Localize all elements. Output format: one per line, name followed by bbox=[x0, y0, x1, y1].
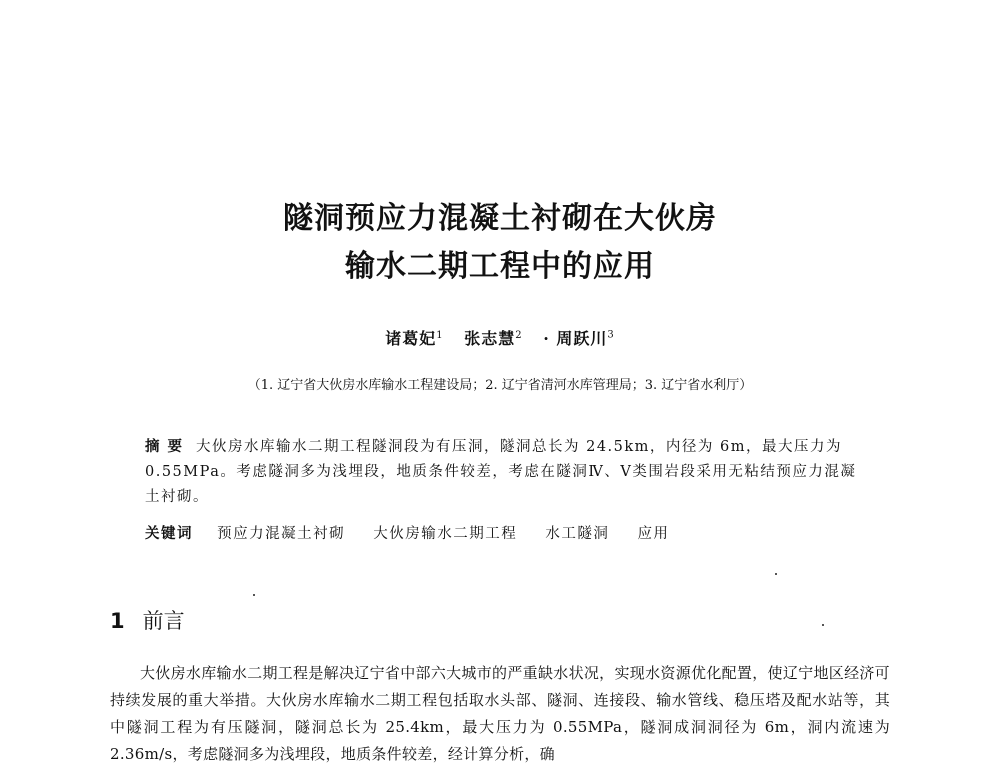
author-affiliation-mark: 1 bbox=[436, 329, 444, 341]
scan-speck bbox=[775, 573, 777, 575]
abstract-label: 摘要 bbox=[145, 439, 190, 455]
author-list bbox=[0, 326, 1000, 349]
keyword: 大伙房输水二期工程 bbox=[373, 526, 518, 542]
keyword: 水工隧洞 bbox=[545, 526, 610, 542]
scan-speck bbox=[822, 624, 824, 626]
scan-speck bbox=[253, 594, 255, 596]
affiliations: （1. 辽宁省大伙房水库输水工程建设局；2. 辽宁省清河水库管理局；3. 辽宁省水利厅） bbox=[247, 378, 753, 393]
author-name: 诸葛妃 bbox=[385, 329, 437, 348]
section-title: 前言 bbox=[142, 609, 185, 633]
paper-title-line-1: 隧洞预应力混凝土衬砌在大伙房 bbox=[283, 201, 717, 236]
author-separator-dot: · bbox=[543, 329, 550, 348]
author-affiliation-mark: 3 bbox=[607, 329, 615, 341]
author-name: 周跃川 bbox=[556, 329, 608, 348]
keyword: 预应力混凝土衬砌 bbox=[217, 526, 346, 542]
section-number: 1 bbox=[110, 609, 125, 633]
keywords bbox=[145, 522, 857, 543]
keywords-label: 关键词 bbox=[145, 526, 193, 542]
section-heading bbox=[110, 605, 185, 635]
author-affiliation-mark: 2 bbox=[515, 329, 523, 341]
keyword: 应用 bbox=[637, 526, 670, 542]
body-paragraph: 大伙房水库输水二期工程是解决辽宁省中部六大城市的严重缺水状况，实现水资源优化配置，使辽宁地区经济可持续发展的重大举措。大伙房水库输水二期工程包括取水头部、隧洞、连接段、输水管线、稳压塔及配水站等，其中隧洞工程为有压隧洞，隧洞总长为 25.4km，最大压力为 0.55MPa，隧洞成洞洞径为 6m，洞内流速为 2.36m/s，考虑隧洞多为浅埋段，地质条件较差，经计算分析，确 bbox=[110, 664, 890, 763]
author-name: 张志慧 bbox=[464, 329, 516, 348]
abstract-text: 大伙房水库输水二期工程隧洞段为有压洞，隧洞总长为 24.5km，内径为 6m，最大压力为 0.55MPa。考虑隧洞多为浅埋段，地质条件较差，考虑在隧洞Ⅳ、Ⅴ类围岩段采用无粘结预应力混凝土衬砌。 bbox=[145, 439, 857, 505]
abstract bbox=[145, 435, 857, 510]
paper-title-line-2: 输水二期工程中的应用 bbox=[345, 249, 655, 284]
